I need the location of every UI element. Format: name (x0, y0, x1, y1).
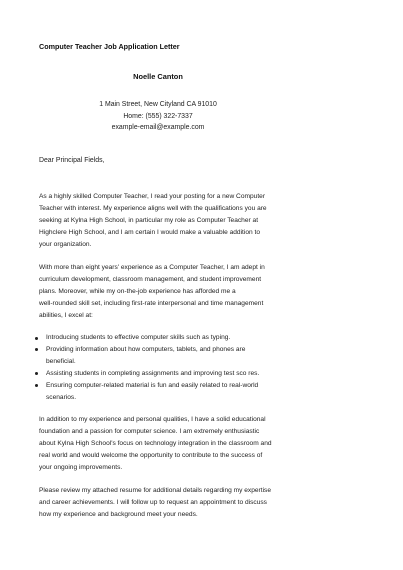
sender-phone: Home: (555) 322-7337 (123, 112, 193, 120)
list-item-line: Ensuring computer-related material is fun and easily related to real-world (46, 381, 259, 389)
paragraph-education (39, 414, 289, 474)
paragraph-line: about Kylna High School's focus on technology integration in the classroom and (39, 439, 272, 447)
list-item-line: beneficial. (46, 357, 76, 365)
list-item (34, 332, 294, 344)
paragraph-experience (39, 262, 289, 322)
list-item-line: Introducing students to effective computer skills such as typing. (46, 334, 231, 341)
list-item-line: Providing information about how computers, tablets, and phones are (46, 345, 246, 353)
list-item-line: scenarios. (46, 393, 77, 401)
paragraph-line: and career achievements. I will follow up to request an appointment to discuss (39, 498, 267, 506)
sender-contact-block (0, 99, 316, 134)
paragraph-line: In addition to my experience and personal qualities, I have a solid educational (39, 416, 266, 423)
paragraph-line: plans. Moreover, while my on-the-job experience has afforded me a (39, 287, 236, 295)
bullet-dot-icon (35, 337, 38, 340)
paragraph-line: Please review my attached resume for additional details regarding my expertise (39, 487, 271, 494)
paragraph-line: your organization. (39, 240, 92, 248)
sender-address: 1 Main Street, New Cityland CA 91010 (99, 101, 217, 108)
paragraph-closing (39, 485, 289, 521)
sender-email: example-email@example.com (111, 124, 205, 131)
paragraph-line: your ongoing improvements. (39, 463, 123, 471)
paragraph-line: Teacher with interest. My experience aligns well with the qualifications you are (39, 204, 267, 212)
salutation: Dear Principal Fields, (39, 157, 105, 164)
paragraph-line: well-rounded skill set, including first-rate interpersonal and time management (39, 299, 264, 307)
document-title: Computer Teacher Job Application Letter (39, 42, 180, 51)
paragraph-line: seeking at Kylna High School, in particular my role as Computer Teacher at (39, 216, 259, 224)
paragraph-line: As a highly skilled Computer Teacher, I read your posting for a new Computer (39, 193, 266, 200)
paragraph-intro (39, 191, 289, 251)
paragraph-line: Highclere High School, and I am certain I would make a valuable addition to (39, 228, 261, 236)
bullet-dot-icon (35, 384, 38, 387)
bullet-dot-icon (35, 348, 38, 351)
list-item-line: Assisting students in completing assignments and improving test sco res. (46, 369, 260, 377)
paragraph-line: With more than eight years' experience as a Computer Teacher, I am adept in (39, 264, 265, 271)
paragraph-line: abilities, I excel at: (39, 311, 93, 319)
bullet-dot-icon (35, 372, 38, 375)
paragraph-line: curriculum development, classroom management, and student improvement (39, 275, 262, 283)
list-item (34, 380, 294, 404)
paragraph-line: foundation and a passion for computer science. I am extremely enthusiastic (39, 427, 260, 435)
sender-name: Noelle Canton (133, 72, 183, 81)
paragraph-line: how my experience and background meet your needs. (39, 510, 198, 518)
skills-bullet-list (34, 332, 294, 403)
list-item (34, 368, 294, 380)
paragraph-line: real world and would welcome the opportunity to contribute to the success of (39, 451, 263, 459)
list-item (34, 344, 294, 368)
